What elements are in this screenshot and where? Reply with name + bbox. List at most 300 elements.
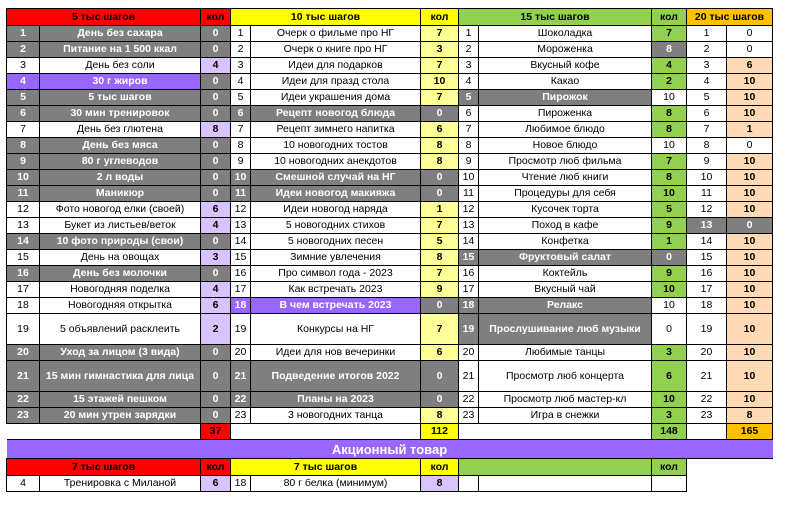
count-15k: 3: [652, 345, 687, 361]
count-20k: 1: [727, 122, 773, 138]
totals-row: [7, 424, 773, 440]
task-15k: Просмотр люб мастер-кл: [479, 392, 652, 408]
num-15k: 21: [459, 361, 479, 392]
task-10k: Рецепт новогод блюда: [251, 106, 421, 122]
task-15k: Конфетка: [479, 234, 652, 250]
header-5k: 5 тыс шагов: [7, 9, 201, 26]
task-15k: Просмотр люб концерта: [479, 361, 652, 392]
num-10k: 17: [231, 282, 251, 298]
num-15k: 2: [459, 42, 479, 58]
num-20k: 8: [687, 138, 727, 154]
num-20k: 3: [687, 58, 727, 74]
spreadsheet: [6, 8, 773, 492]
count-15k: 0: [652, 250, 687, 266]
table-row: [7, 26, 773, 42]
count-10k: 9: [421, 282, 459, 298]
num-15k: 9: [459, 154, 479, 170]
task-15k: Пирожок: [479, 90, 652, 106]
table-row: [7, 361, 773, 392]
count-5k: 0: [201, 345, 231, 361]
count-20k: 0: [727, 218, 773, 234]
task-15k: Поход в кафе: [479, 218, 652, 234]
count-10k: 6: [421, 122, 459, 138]
num-10k: 15: [231, 250, 251, 266]
promo-count-b: 8: [421, 476, 459, 492]
num-5k: 4: [7, 74, 40, 90]
num-20k: 10: [687, 170, 727, 186]
header-20k: 20 тыс шагов: [687, 9, 773, 26]
task-15k: Прослушивание люб музыки: [479, 314, 652, 345]
num-5k: 18: [7, 298, 40, 314]
task-15k: Вкусный кофе: [479, 58, 652, 74]
count-15k: 8: [652, 42, 687, 58]
count-20k: 0: [727, 138, 773, 154]
task-10k: Зимние увлечения: [251, 250, 421, 266]
header-10k-count: кол: [421, 9, 459, 26]
task-10k: Идеи для празд стола: [251, 74, 421, 90]
count-10k: 0: [421, 361, 459, 392]
table-row: [7, 408, 773, 424]
task-5k: 15 мин гимнастика для лица: [40, 361, 201, 392]
count-10k: 10: [421, 74, 459, 90]
task-10k: 5 новогодних песен: [251, 234, 421, 250]
num-20k: 14: [687, 234, 727, 250]
num-5k: 3: [7, 58, 40, 74]
task-5k: Маникюр: [40, 186, 201, 202]
task-15k: Игра в снежки: [479, 408, 652, 424]
count-15k: 6: [652, 361, 687, 392]
task-15k: Мороженка: [479, 42, 652, 58]
num-5k: 2: [7, 42, 40, 58]
count-10k: 8: [421, 154, 459, 170]
table-row: [7, 154, 773, 170]
num-20k: 1: [687, 26, 727, 42]
task-10k: 5 новогодних стихов: [251, 218, 421, 234]
num-20k: 23: [687, 408, 727, 424]
num-10k: 9: [231, 154, 251, 170]
promo-header-row: [7, 459, 773, 476]
count-20k: 10: [727, 90, 773, 106]
num-15k: 19: [459, 314, 479, 345]
num-20k: 4: [687, 74, 727, 90]
total-20k: 165: [727, 424, 773, 440]
count-5k: 4: [201, 58, 231, 74]
table-row: [7, 314, 773, 345]
num-10k: 5: [231, 90, 251, 106]
count-5k: 0: [201, 234, 231, 250]
count-20k: 10: [727, 282, 773, 298]
task-10k: 10 новогодних анекдотов: [251, 154, 421, 170]
table-row: [7, 170, 773, 186]
count-5k: 0: [201, 361, 231, 392]
num-20k: 13: [687, 218, 727, 234]
num-15k: 5: [459, 90, 479, 106]
task-15k: Фруктовый салат: [479, 250, 652, 266]
count-5k: 0: [201, 106, 231, 122]
num-20k: 22: [687, 392, 727, 408]
count-15k: 9: [652, 218, 687, 234]
count-5k: 4: [201, 218, 231, 234]
count-20k: 10: [727, 170, 773, 186]
num-5k: 7: [7, 122, 40, 138]
count-20k: 10: [727, 234, 773, 250]
count-5k: 0: [201, 42, 231, 58]
num-20k: 17: [687, 282, 727, 298]
promo-header-c-count: кол: [652, 459, 687, 476]
count-15k: 10: [652, 186, 687, 202]
count-15k: 8: [652, 170, 687, 186]
header-5k-count: кол: [201, 9, 231, 26]
count-10k: 0: [421, 392, 459, 408]
count-15k: 4: [652, 58, 687, 74]
num-15k: 14: [459, 234, 479, 250]
num-20k: 7: [687, 122, 727, 138]
promo-header-a-count: кол: [201, 459, 231, 476]
count-10k: 7: [421, 266, 459, 282]
count-15k: 2: [652, 74, 687, 90]
num-15k: 17: [459, 282, 479, 298]
total-15k: 148: [652, 424, 687, 440]
task-5k: 30 мин тренировок: [40, 106, 201, 122]
task-15k: Пироженка: [479, 106, 652, 122]
num-15k: 3: [459, 58, 479, 74]
count-10k: 0: [421, 106, 459, 122]
table-row: [7, 202, 773, 218]
total-10k: 112: [421, 424, 459, 440]
num-20k: 2: [687, 42, 727, 58]
count-20k: 10: [727, 266, 773, 282]
task-5k: 10 фото природы (свои): [40, 234, 201, 250]
num-10k: 20: [231, 345, 251, 361]
table-row: [7, 186, 773, 202]
table-row: [7, 122, 773, 138]
count-15k: 10: [652, 392, 687, 408]
task-10k: 10 новогодних тостов: [251, 138, 421, 154]
task-15k: Вкусный чай: [479, 282, 652, 298]
promo-num-a: 4: [7, 476, 40, 492]
count-20k: 10: [727, 314, 773, 345]
count-15k: 8: [652, 106, 687, 122]
count-15k: 10: [652, 298, 687, 314]
task-10k: В чем встречать 2023: [251, 298, 421, 314]
table-row: [7, 250, 773, 266]
num-10k: 3: [231, 58, 251, 74]
task-15k: Чтение люб книги: [479, 170, 652, 186]
num-15k: 8: [459, 138, 479, 154]
num-20k: 16: [687, 266, 727, 282]
task-5k: 5 тыс шагов: [40, 90, 201, 106]
count-15k: 7: [652, 154, 687, 170]
table-row: [7, 266, 773, 282]
task-10k: Очерк о книге про НГ: [251, 42, 421, 58]
task-5k: День без глютена: [40, 122, 201, 138]
table-row: [7, 282, 773, 298]
task-10k: Идеи новогод макияжа: [251, 186, 421, 202]
task-15k: Процедуры для себя: [479, 186, 652, 202]
count-10k: 3: [421, 42, 459, 58]
num-20k: 6: [687, 106, 727, 122]
num-15k: 10: [459, 170, 479, 186]
count-5k: 0: [201, 26, 231, 42]
table-row: [7, 58, 773, 74]
num-5k: 5: [7, 90, 40, 106]
count-15k: 8: [652, 122, 687, 138]
count-10k: 7: [421, 58, 459, 74]
count-15k: 0: [652, 314, 687, 345]
count-10k: 7: [421, 26, 459, 42]
num-15k: 22: [459, 392, 479, 408]
table-row: [7, 138, 773, 154]
count-5k: 0: [201, 90, 231, 106]
task-10k: 3 новогодних танца: [251, 408, 421, 424]
num-10k: 19: [231, 314, 251, 345]
num-5k: 12: [7, 202, 40, 218]
task-10k: Идеи новогод наряда: [251, 202, 421, 218]
num-10k: 1: [231, 26, 251, 42]
num-10k: 11: [231, 186, 251, 202]
num-5k: 20: [7, 345, 40, 361]
promo-header-b: 7 тыс шагов: [231, 459, 421, 476]
count-20k: 10: [727, 186, 773, 202]
num-20k: 12: [687, 202, 727, 218]
task-10k: Рецепт зимнего напитка: [251, 122, 421, 138]
header-15k: 15 тыс шагов: [459, 9, 652, 26]
task-15k: Кусочек торта: [479, 202, 652, 218]
num-5k: 16: [7, 266, 40, 282]
task-10k: Планы на 2023: [251, 392, 421, 408]
num-5k: 15: [7, 250, 40, 266]
promo-banner: Акционный товар: [7, 440, 773, 459]
task-10k: Смешной случай на НГ: [251, 170, 421, 186]
promo-count-a: 6: [201, 476, 231, 492]
count-20k: 10: [727, 250, 773, 266]
count-5k: 0: [201, 138, 231, 154]
table-row: [7, 234, 773, 250]
num-5k: 9: [7, 154, 40, 170]
task-5k: Питание на 1 500 ккал: [40, 42, 201, 58]
count-10k: 7: [421, 90, 459, 106]
count-20k: 0: [727, 42, 773, 58]
task-10k: Подведение итогов 2022: [251, 361, 421, 392]
count-10k: 7: [421, 218, 459, 234]
promo-task-a: Тренировка с Миланой: [40, 476, 201, 492]
count-15k: 10: [652, 138, 687, 154]
count-5k: 2: [201, 314, 231, 345]
task-15k: Любимое блюдо: [479, 122, 652, 138]
count-5k: 0: [201, 266, 231, 282]
count-10k: 8: [421, 138, 459, 154]
header-10k: 10 тыс шагов: [231, 9, 421, 26]
count-10k: 0: [421, 186, 459, 202]
num-20k: 21: [687, 361, 727, 392]
num-20k: 9: [687, 154, 727, 170]
num-15k: 11: [459, 186, 479, 202]
num-15k: 1: [459, 26, 479, 42]
num-10k: 2: [231, 42, 251, 58]
num-5k: 8: [7, 138, 40, 154]
count-10k: 7: [421, 314, 459, 345]
num-15k: 4: [459, 74, 479, 90]
count-10k: 0: [421, 298, 459, 314]
num-5k: 14: [7, 234, 40, 250]
promo-header-c: [459, 459, 652, 476]
num-10k: 21: [231, 361, 251, 392]
count-5k: 0: [201, 154, 231, 170]
count-15k: 3: [652, 408, 687, 424]
task-5k: День без соли: [40, 58, 201, 74]
task-5k: 20 мин утрен зарядки: [40, 408, 201, 424]
count-5k: 0: [201, 186, 231, 202]
num-5k: 21: [7, 361, 40, 392]
num-5k: 17: [7, 282, 40, 298]
num-15k: 20: [459, 345, 479, 361]
task-5k: 2 л воды: [40, 170, 201, 186]
count-20k: 6: [727, 58, 773, 74]
count-10k: 1: [421, 202, 459, 218]
task-10k: Очерк о фильме про НГ: [251, 26, 421, 42]
num-5k: 22: [7, 392, 40, 408]
table-row: [7, 392, 773, 408]
task-5k: День без мяса: [40, 138, 201, 154]
task-15k: Коктейль: [479, 266, 652, 282]
table-row: [7, 106, 773, 122]
task-10k: Конкурсы на НГ: [251, 314, 421, 345]
promo-banner-row: [7, 440, 773, 459]
task-5k: День на овощах: [40, 250, 201, 266]
count-20k: 10: [727, 392, 773, 408]
task-5k: Новогодняя поделка: [40, 282, 201, 298]
task-5k: Фото новогод елки (своей): [40, 202, 201, 218]
task-15k: Просмотр люб фильма: [479, 154, 652, 170]
header-row: [7, 9, 773, 26]
promo-header-a: 7 тыс шагов: [7, 459, 201, 476]
num-5k: 23: [7, 408, 40, 424]
task-5k: 30 г жиров: [40, 74, 201, 90]
count-20k: 10: [727, 298, 773, 314]
num-10k: 13: [231, 218, 251, 234]
num-5k: 11: [7, 186, 40, 202]
table-row: [7, 90, 773, 106]
task-5k: Уход за лицом (3 вида): [40, 345, 201, 361]
task-10k: Идеи для подарков: [251, 58, 421, 74]
count-15k: 10: [652, 282, 687, 298]
header-15k-count: кол: [652, 9, 687, 26]
task-10k: Про символ года - 2023: [251, 266, 421, 282]
count-10k: 8: [421, 250, 459, 266]
num-15k: 7: [459, 122, 479, 138]
task-10k: Идеи для нов вечеринки: [251, 345, 421, 361]
task-5k: 15 этажей пешком: [40, 392, 201, 408]
task-10k: Идеи украшения дома: [251, 90, 421, 106]
count-10k: 5: [421, 234, 459, 250]
num-20k: 15: [687, 250, 727, 266]
num-10k: 16: [231, 266, 251, 282]
table-row: [7, 298, 773, 314]
num-15k: 12: [459, 202, 479, 218]
task-15k: Какао: [479, 74, 652, 90]
table-row: [7, 42, 773, 58]
num-20k: 20: [687, 345, 727, 361]
num-5k: 19: [7, 314, 40, 345]
count-5k: 6: [201, 298, 231, 314]
num-20k: 18: [687, 298, 727, 314]
num-10k: 4: [231, 74, 251, 90]
promo-num-b: 18: [231, 476, 251, 492]
num-10k: 18: [231, 298, 251, 314]
count-15k: 7: [652, 26, 687, 42]
count-20k: 0: [727, 26, 773, 42]
count-20k: 10: [727, 202, 773, 218]
table-row: [7, 345, 773, 361]
count-5k: 0: [201, 392, 231, 408]
task-15k: Шоколадка: [479, 26, 652, 42]
num-15k: 13: [459, 218, 479, 234]
count-15k: 9: [652, 266, 687, 282]
promo-task-b: 80 г белка (минимум): [251, 476, 421, 492]
count-5k: 4: [201, 282, 231, 298]
num-20k: 11: [687, 186, 727, 202]
table-row: [7, 74, 773, 90]
count-20k: 10: [727, 345, 773, 361]
count-20k: 10: [727, 361, 773, 392]
count-5k: 0: [201, 170, 231, 186]
task-15k: Любимые танцы: [479, 345, 652, 361]
count-5k: 0: [201, 408, 231, 424]
task-10k: Как встречать 2023: [251, 282, 421, 298]
num-15k: 6: [459, 106, 479, 122]
num-20k: 19: [687, 314, 727, 345]
challenge-table: [6, 8, 773, 492]
count-15k: 5: [652, 202, 687, 218]
total-5k: 37: [201, 424, 231, 440]
num-5k: 10: [7, 170, 40, 186]
num-5k: 1: [7, 26, 40, 42]
num-10k: 22: [231, 392, 251, 408]
num-15k: 18: [459, 298, 479, 314]
task-5k: Новогодняя открытка: [40, 298, 201, 314]
count-5k: 6: [201, 202, 231, 218]
count-15k: 1: [652, 234, 687, 250]
count-5k: 0: [201, 74, 231, 90]
count-10k: 8: [421, 408, 459, 424]
num-10k: 12: [231, 202, 251, 218]
task-5k: Букет из листьев/веток: [40, 218, 201, 234]
num-20k: 5: [687, 90, 727, 106]
task-5k: 5 объявлений расклеить: [40, 314, 201, 345]
task-5k: День без молочки: [40, 266, 201, 282]
num-15k: 16: [459, 266, 479, 282]
count-20k: 10: [727, 154, 773, 170]
num-10k: 7: [231, 122, 251, 138]
promo-header-b-count: кол: [421, 459, 459, 476]
count-5k: 3: [201, 250, 231, 266]
count-20k: 8: [727, 408, 773, 424]
count-10k: 6: [421, 345, 459, 361]
table-row: [7, 218, 773, 234]
num-10k: 8: [231, 138, 251, 154]
num-5k: 13: [7, 218, 40, 234]
num-10k: 23: [231, 408, 251, 424]
num-15k: 15: [459, 250, 479, 266]
task-5k: День без сахара: [40, 26, 201, 42]
num-10k: 10: [231, 170, 251, 186]
task-15k: Релакс: [479, 298, 652, 314]
task-15k: Новое блюдо: [479, 138, 652, 154]
count-20k: 10: [727, 74, 773, 90]
num-5k: 6: [7, 106, 40, 122]
count-15k: 10: [652, 90, 687, 106]
promo-row: [7, 476, 773, 492]
